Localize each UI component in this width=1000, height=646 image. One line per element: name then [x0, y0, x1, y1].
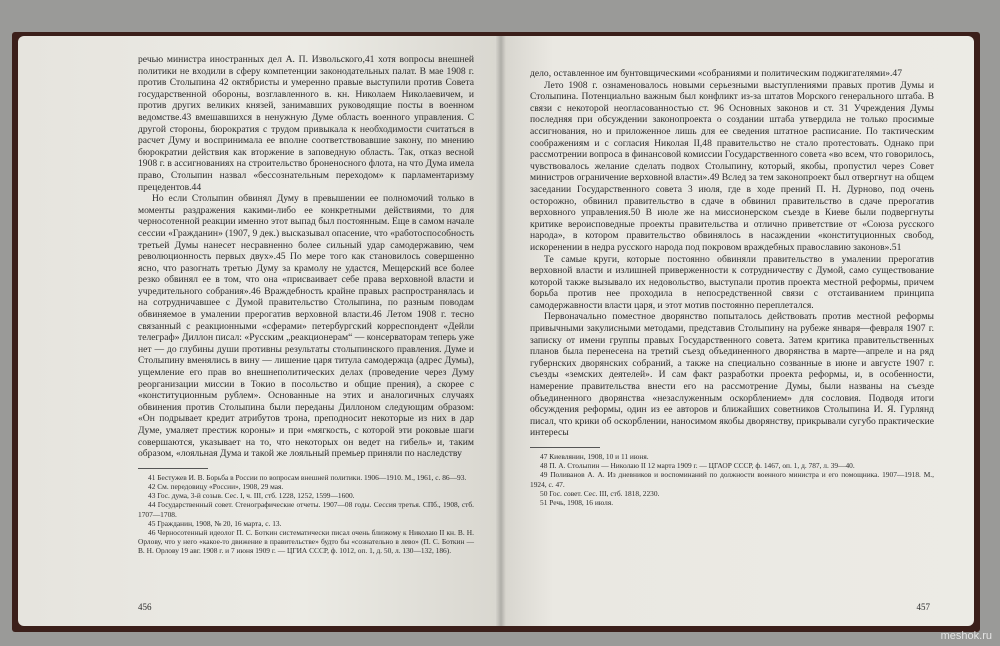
paragraph: Первоначально поместное дворянство попыталось действовать против местной реформы привычными закулисными методами, представив Столыпину на рубеже января—февраля 1907 г. записку от имени группы правых Государственного совета. Затем критика правительственных планов была перенесена на третий съезд объединенного дворянства в марте—апреле и на ряд губернских дворянских собраний, а также на специально созванные в июне и августе 1907 г. съезды «земских деятелей». И сам факт разработки проекта реформы, и, в особенности, намерение правительства внести его на рассмотрение Думы, были названы на съезде объединенного дворянства «незаслуженным оскорблением» для сословия. Подводя итоги обсуждения реформы, один из ее авторов и ближайших советников Столыпина И. Я. Гурлянд писал, что крики об оскорблении, наносимом якобы дворянству, прикрывали сугубо практические интересы [530, 311, 934, 439]
watermark: meshok.ru [940, 630, 992, 642]
footnote: 47 Киевлянин, 1908, 10 и 11 июня. [540, 452, 649, 461]
footnote: 48 П. А. Столыпин — Николаю II 12 марта 1909 г. — ЦГАОР СССР, ф. 1467, оп. 1, д. 787, л. 39—40. [540, 461, 855, 471]
footnote-divider [138, 468, 208, 469]
open-book [18, 36, 974, 626]
page-number: 456 [138, 602, 152, 612]
book-gutter [496, 36, 506, 626]
right-page-footnotes [530, 452, 934, 507]
footnote-divider [530, 447, 600, 448]
footnote: 41 Бестужев И. В. Борьба в России по вопросам внешней политики. 1906—1910. М., 1961, с. 86—93. [148, 472, 467, 482]
paragraph: Лето 1908 г. ознаменовалось новыми серьезными выступлениями правых против Думы и Столыпина. Потенциально важным был конфликт из-за штатов Морского генерального штаба. В связи с некоторой неогласованностью ст. 96 Основных законов и ст. 31 Учреждения Думы последняя при обсуждении законопроекта о создании штаба утвердила не только просимые ассигнования, но и приложенное лишь для ее сведения штатное расписание. По тактическим соображениям и с согласия Николая II,48 правительство не стало протестовать. Однако при рассмотрении вопроса в финансовой комиссии Государственного совета «во всем, что говорилось, чувствовалось желание сделать подвох Столыпину, который, якобы, пропустил через Совет министров ограничение верховной власти».49 Вслед за тем законопроект был отвергнут на общем заседании Государственного совета 3 июля, где в ходе прений П. Н. Дурново, под очень осторожно, обвинил правительство в сдаче в обвинил правительство в сдаче прерогатив верховного управления.50 В июле же на миссионерском съезде в Киеве были подвергнуты критике вероисповедные проекты правительства и отлично приветствие от «Союза русского народа», в котором правительство обвинялось в насаждении «конституционных свобод, искоренении в недра русского народа под покровом враждебных православию законов».51 [530, 79, 934, 253]
left-page-body [138, 54, 474, 460]
page-number: 457 [916, 602, 930, 612]
footnote: 51 Речь, 1908, 16 июля. [540, 498, 614, 508]
paragraph: Но если Столыпин обвинял Думу в превышении ее полномочий только в моменты раздражения какими-либо ее конкретными действиями, то для черносотенной реакции именно этот выпад был постоянным. Еще в самом начале сессии «Гражданин» (1907, 9 дек.) высказывал опасение, что «работоспособность третьей Думы нанесет несравненно более сильный удар самодержавию, чем революционность первых двух».45 По мере того как становилось совершенно ясно, что разогнать третью Думу за крамолу не удастся, Мещерский все более резко обвинял ее в том, что она «присваивает себе права верховной власти и учредительного собрания».46 Враждебность крайне правых распространялась и на сотрудничавшее с Думой правительство Столыпина, по разным поводам обвиняемое в умалении прерогатив верховной власти.46 Летом 1908 г. тесно связанный с реакционными «сферами» петербургский корреспондент «Дейли телеграф» Диллон писал: «Русским „реакционерам“ — консерваторам теперь уже нет — до глубины души противны результаты столыпинского правления. Думе и Столыпину вменялись в вину — лишение царя титула самодержца (адрес Думы), ущемление его прав во внешнеполитических делах (проведение через Думу реорганизации миссии в Токио в посольство и общие прения), а скорее с «конституционным рублем». Основанные на этих и аналогичных случаях обвинения против Столыпина были переданы Диллоном следующим образом: «Он подрывает кредит атрибутов трона, преподносит некоторые из них в дар Думе, умаляет престиж короны» и при «мягкость, с которой эти роковые шаги совершаются, указывает на то, что некоторых он ведет на гибель» и, таким образом, «лояльная Дума и такой же лояльный премьер приняли по наследству [138, 193, 474, 460]
paragraph: дело, оставленное им бунтовщическими «собраниями и политическим поджигателями».47 [530, 68, 903, 79]
footnote: 45 Гражданин, 1908, № 20, 16 марта, с. 13. [148, 518, 282, 528]
footnote: 49 Поливанов А. А. Из дневников и воспоминаний по должности военного министра и его помощника. 1907—1918. М., 1924, с. 47. [530, 470, 934, 489]
footnote: 44 Государственный совет. Стенографические отчеты. 1907—08 годы. Сессия третья. СПб., 1908, стб. 1707—1708. [138, 500, 474, 519]
left-page-footnotes [138, 473, 474, 556]
paragraph: речью министра иностранных дел А. П. Извольского,41 хотя вопросы внешней политики не входили в сферу компетенции законодательных палат. В мае 1908 г. против Столыпина 42 октябристы и умеренно правые выступили против Совета государственной обороны, возглавленного в. кн. Николаем Николаевичем, и против других великих князей, занимавших руководящие посты в военном ведомстве.43 вмешавшихся в ненужную Думе область военного управления. С другой стороны, бюрократия с трудом привыкала к необходимости считаться в расчет Думу и воспринимала ее вполне соответствовавшие закону, по мнению бюрократии действия как вторжение в заповедную область. Так, отказ весной 1908 г. в ассигнованиях на строительство броненосного флота, на что Дума имела право, Столыпин назвал «бессознательным переходом» к парламентаризму прецедентов.44 [138, 54, 474, 193]
footnote: 50 Гос. совет. Сес. III, стб. 1818, 2230. [540, 488, 660, 498]
paragraph: Те самые круги, которые постоянно обвиняли правительство в умалении прерогатив верховной власти и излишней приверженности к сотрудничеству с Думой, само существование которой также вызывало их недовольство, выступали против проекта местной реформы, причем борьба против нее проходила в непосредственной связи с отстаиванием принципа самодержавности власти царя, и этот мотив постоянно переплетался. [530, 253, 934, 311]
footnote: 42 См. передовицу «России», 1908, 29 мая. [148, 481, 284, 491]
right-page [496, 36, 974, 626]
footnote: 43 Гос. дума, 3-й созыв. Сес. I, ч. III, стб. 1228, 1252, 1599—1600. [148, 491, 355, 501]
left-page [18, 36, 496, 626]
footnote: 46 Черносотенный идеолог П. С. Боткин систематически писал очень близкому к Николаю II кн. В. Н. Орлову, что у него «какое-то движение в правительстве» будто бы «сознательно в лево» (П. С. Боткин — В. Н. Орлову 19 авг. 1908 г. и 7 июня 1909 г. — ЦГИА СССР, ф. 1012, оп. 1, д. 50, л. 130—132, 186). [138, 528, 474, 556]
right-page-body [530, 68, 934, 439]
